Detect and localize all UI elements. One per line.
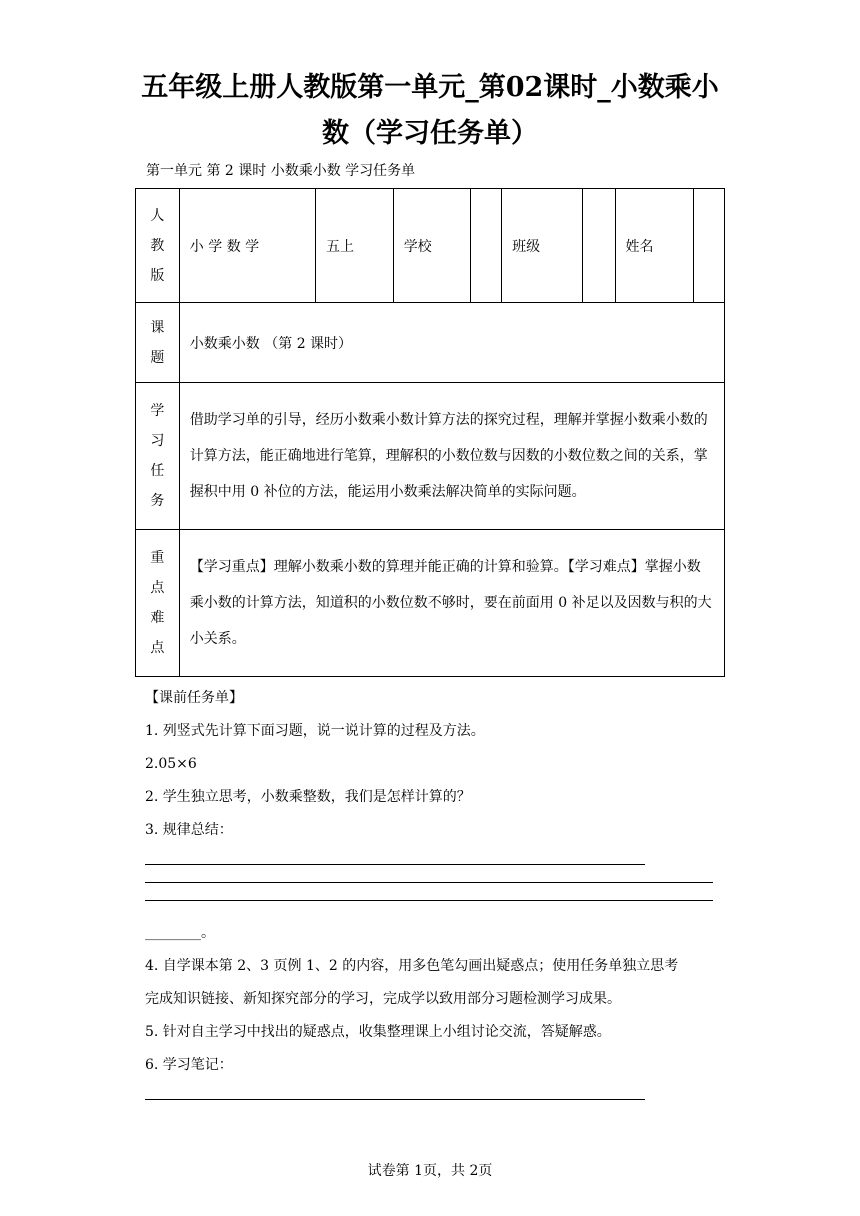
info-table <box>135 188 725 677</box>
table-row-header <box>136 189 725 303</box>
topic-label-cell: 课 题 <box>136 303 180 383</box>
item-1: 1. 列竖式先计算下面习题，说一说计算的过程及方法。 <box>145 723 485 739</box>
answer-line-end: ________。 <box>145 925 215 941</box>
item-3: 3. 规律总结： <box>145 822 233 838</box>
class-label: 班级 <box>502 189 583 303</box>
item-4-line-1: 4. 自学课本第 2、3 页例 1、2 的内容，用多色笔勾画出疑惑点；使用任务单独立思考 <box>145 958 679 974</box>
notes-line[interactable] <box>145 1098 645 1100</box>
expression: 2.05×6 <box>145 756 197 772</box>
item-4-line-2: 完成知识链接、新知探究部分的学习，完成学以致用部分习题检测学习成果。 <box>145 991 621 1007</box>
page-footer: 试卷第 1页，共 2页 <box>367 1163 493 1179</box>
topic-cell: 小数乘小数 （第 2 课时） <box>179 303 724 383</box>
school-label: 学校 <box>393 189 471 303</box>
answer-line-1[interactable] <box>145 863 645 865</box>
class-field[interactable] <box>582 189 615 303</box>
subject-cell: 小 学 数 学 <box>179 189 315 303</box>
answer-line-2[interactable] <box>145 881 713 883</box>
document-title-line-1: 五年级上册人教版第一单元_第02课时_小数乘小 <box>141 72 719 103</box>
task-label-cell: 学 习 任 务 <box>136 383 180 530</box>
school-field[interactable] <box>471 189 502 303</box>
pre-task-section <box>145 682 725 1116</box>
name-label: 姓名 <box>615 189 694 303</box>
item-5: 5. 针对自主学习中找出的疑惑点，收集整理课上小组讨论交流，答疑解惑。 <box>145 1024 611 1040</box>
answer-line-3[interactable] <box>145 899 713 901</box>
table-row-topic <box>136 303 725 383</box>
grade-cell: 五上 <box>316 189 394 303</box>
publisher-cell: 人 教 版 <box>136 189 180 303</box>
document-subtitle: 第一单元 第 2 课时 小数乘小数 学习任务单 <box>146 163 416 179</box>
item-6: 6. 学习笔记： <box>145 1057 233 1073</box>
key-label-cell: 重 点 难 点 <box>136 530 180 677</box>
key-text-cell: 【学习重点】理解小数乘小数的算理并能正确的计算和验算。【学习难点】掌握小数乘小数的计算方法，知道积的小数位数不够时，要在前面用 0 补足以及因数与积的大小关系。 <box>179 530 724 677</box>
name-field[interactable] <box>694 189 725 303</box>
pre-task-heading: 【课前任务单】 <box>145 690 243 706</box>
item-2: 2. 学生独立思考，小数乘整数，我们是怎样计算的？ <box>145 789 471 805</box>
table-row-task <box>136 383 725 530</box>
task-text-cell: 借助学习单的引导，经历小数乘小数计算方法的探究过程，理解并掌握小数乘小数的计算方法，能正确地进行笔算，理解积的小数位数与因数的小数位数之间的关系，掌握积中用 0 补位的方法，能运用小数乘法解决简单的实际问题。 <box>179 383 724 530</box>
document-title-line-2: 数（学习任务单） <box>322 118 538 149</box>
table-row-key <box>136 530 725 677</box>
